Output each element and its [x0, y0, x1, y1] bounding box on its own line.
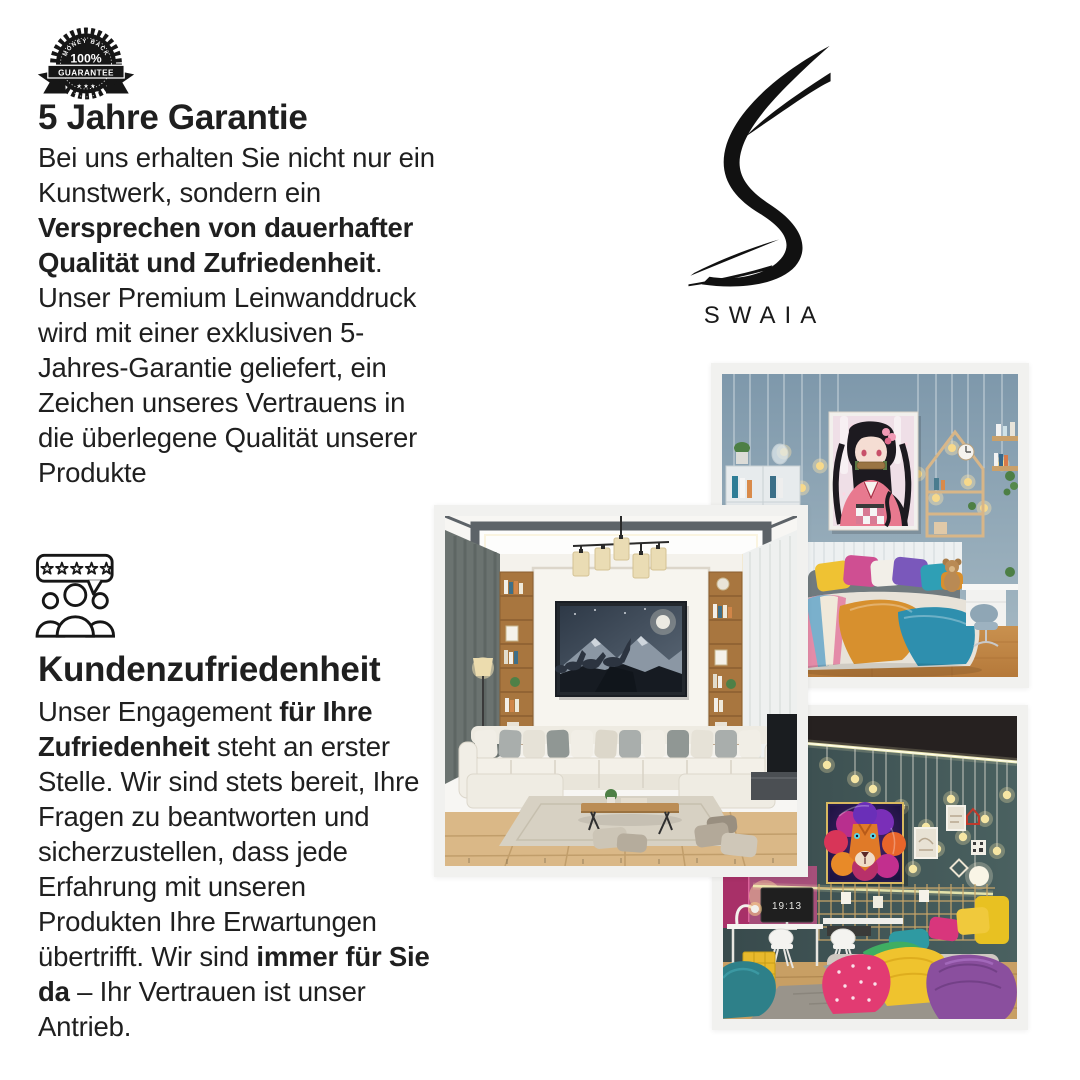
canvas-print-lion: [824, 802, 908, 886]
tv-console: [751, 772, 797, 800]
purple-bean-bag: [926, 955, 1017, 1019]
customer-reviews-icon: [34, 552, 130, 640]
living-room-scene: [445, 516, 797, 866]
brand-logo-s-icon: [688, 44, 832, 292]
satisfaction-heading: Kundenzufriedenheit: [38, 650, 381, 689]
badge-banner-text: GUARANTEE: [58, 68, 114, 78]
bookshelf-right: [709, 572, 742, 744]
canvas-print-wolves: [555, 602, 689, 700]
photo-living-room-wolves: [434, 505, 808, 877]
badge-percent-text: 100%: [70, 51, 102, 66]
speech-bubble-tail: [88, 580, 102, 594]
warranty-paragraph: Bei uns erhalten Sie nicht nur ein Kunstwerk, sondern ein Versprechen von dauerhafter Qualität und Zufriedenheit. Unser Premium Leinwanddruck wird mit einer exklusiven 5-Jahres-Garantie geliefert, ein Zeichen unseres Vertrauens in die überlegene Qualität unserer Produkte: [38, 142, 435, 488]
people-group: [37, 585, 114, 637]
canvas-print-nezuko: [829, 412, 921, 534]
brand-logo: [688, 44, 832, 330]
brand-wordmark: SWAIA: [703, 302, 826, 329]
warranty-heading: 5 Jahre Garantie: [38, 98, 308, 137]
bed-duvet: [791, 592, 980, 670]
tv-screen: [767, 714, 797, 772]
badge-stars: ★ ★ ★: [76, 84, 96, 91]
badge-arc-text: MONEY BACK: [62, 38, 110, 58]
satisfaction-paragraph: Unser Engagement für Ihre Zufriedenheit steht an erster Stelle. Wir sind stets bereit, Ihre Fragen zu beantworten und sicherzustellen, dass jede Erfahrung mit unseren Produkten Ihre Erwartungen übertrifft. Wir sind immer für Sie da – Ihr Vertrauen ist unser Antrieb.: [38, 696, 430, 1042]
monitor-time-display: 19:13: [771, 901, 803, 912]
bookshelf-left: [500, 572, 533, 744]
